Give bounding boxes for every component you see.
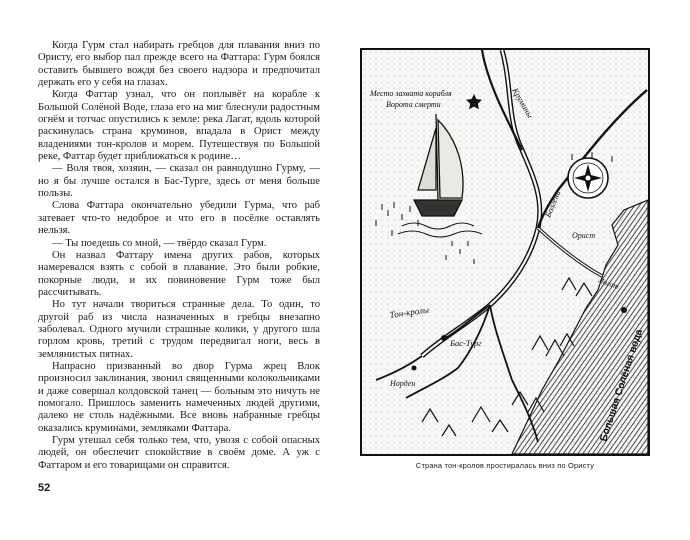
- map-label-krumins: Крумины: [510, 86, 536, 120]
- map-label-bolgeni: Болгени: [542, 188, 563, 219]
- compass-rose: [568, 158, 608, 198]
- nordag-marker: [412, 366, 417, 371]
- paragraph: Он назвал Фаттару имена других рабов, которых намеревался взять с собой в плавание. Это были робкие, покорные люди, и их повиновение Гурм тоже был рассчитывать.: [38, 249, 320, 298]
- map-label-lagat: Лагат: [597, 275, 621, 292]
- map-label-orist: Орист: [572, 231, 596, 240]
- paragraph: Когда Фаттар узнал, что он поплывёт на корабле к Большой Солёной Воде, глаза его на миг блеснули радостным огнём и тотчас опустились к земле: река Лагат, вдоль которой раскинулась страна круминов, впадала в Орист между владениями тон-кролов и морем. Путешествуя по Большой реке, Фаттар будет приближаться к родине…: [38, 89, 320, 163]
- paragraph: Гурм утешал себя только тем, что, увозя с собой опасных людей, он обеспечит спокойствие в своём доме. А уж с Фаттаром и его товарищами он справится.: [38, 435, 320, 471]
- map-label-sea: Большая Солёная вода: [598, 328, 646, 443]
- map-label-bas-turg: Бас-Тург: [450, 338, 482, 348]
- coast-marker: [621, 307, 627, 313]
- paragraph: Когда Гурм стал набирать гребцов для плавания вниз по Ористу, его выбор пал прежде всего на Фаттара: Гурм боялся оставить бывшего вождя без своего надзора и предпочитал держать его у себя на глазах.: [38, 40, 320, 89]
- paragraph: Напрасно призванный во двор Гурма жрец Влок произносил заклинания, звонил священными колокольчиками и даже совершал колдовской танец — больным это ничуть не помогало. Пришлось заменить намеченных людей другими, далеко не столь надёжными. Все вновь набранные гребцы оказались круминами, земляками Фаттара.: [38, 360, 320, 434]
- paragraph: — Ты поедешь со мной, — твёрдо сказал Гурм.: [52, 237, 267, 249]
- paragraph: — Воля твоя, хозяин, — сказал он равнодушно Гурму, — но я бы лучше остался в Бас-Турге, здесь от меня больше пользы.: [38, 163, 320, 200]
- paragraph: Но тут начали твориться странные дела. То один, то другой раб из числа назначенных в гребцы внезапно заболевал. Одного мучили страшные колики, у другого шла горлом кровь, третий с трудом передвигал ноги, весь в землянистых пятнах.: [38, 299, 320, 360]
- map-label-ton-krols: Тон-кролы: [388, 304, 430, 320]
- page-number: 52: [38, 482, 51, 494]
- map-label-nordag: Норден: [390, 379, 416, 388]
- map-label-capture: Место захвата корабля: [370, 89, 452, 98]
- map-drawing: [362, 50, 648, 454]
- bas-turg-marker: [441, 335, 447, 341]
- left-page-text: [38, 40, 320, 472]
- map-caption: Страна тон-кролов простиралась вниз по Ористу: [415, 461, 595, 470]
- map-label-gates: Ворота смерти: [386, 100, 441, 109]
- paragraph: Слова Фаттара окончательно убедили Гурма, что раб затевает что-то недоброе и что его в посёлке оставлять нельзя.: [38, 200, 320, 237]
- map-illustration: [360, 48, 650, 456]
